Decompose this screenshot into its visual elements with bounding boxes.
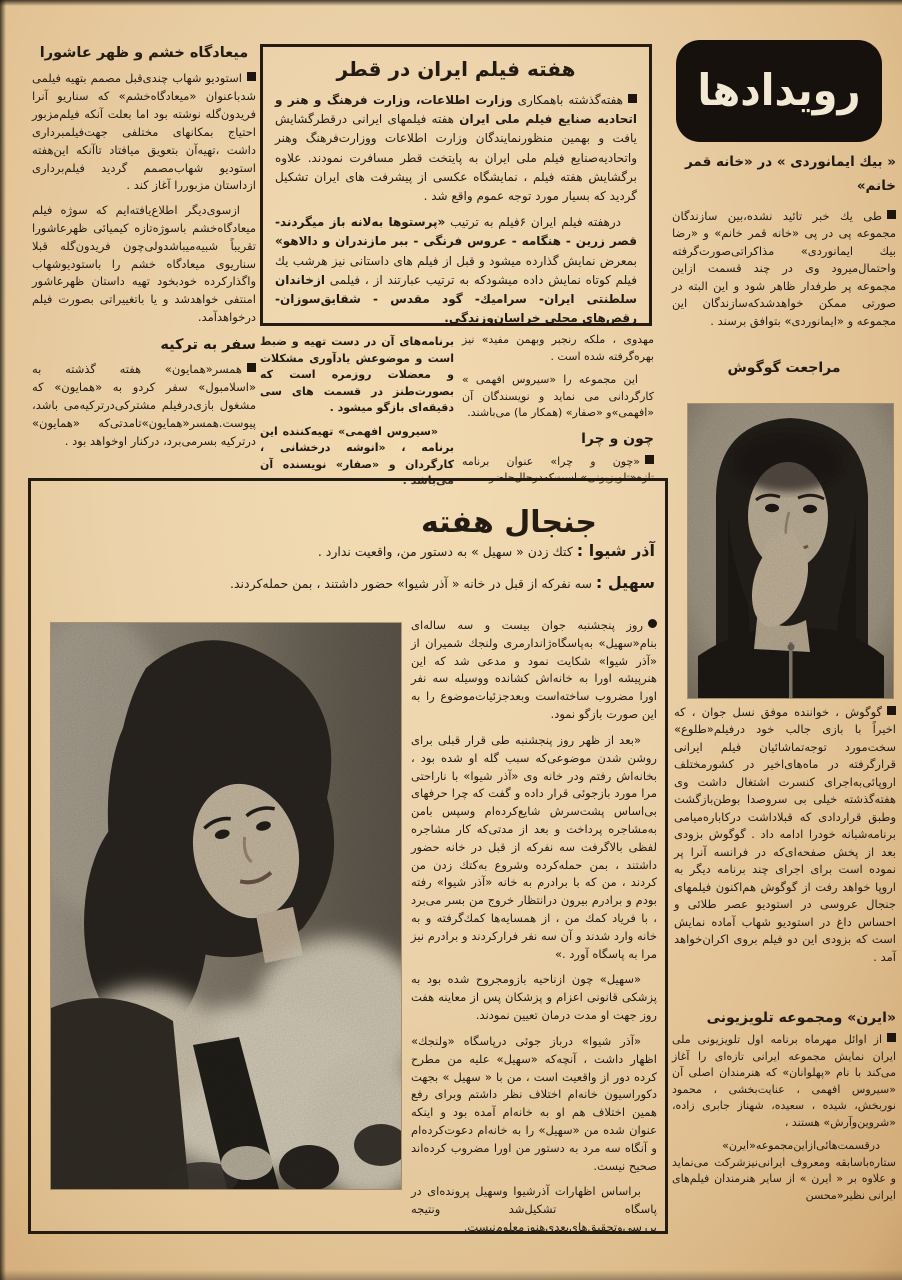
soheil-quote-line [39,571,655,595]
paragraph-marker-icon [648,619,657,628]
paragraph: گوگوش ، خواننده موفق نسل جوان ، که اخیراً با بازی جالب خود درفیلم«طلوع» سخت‌مورد توجه‌تماشائیان فیلم ایرانی قرارگرفته در ماه‌های‌اخیر در کشورمختلف اروپائی‌به‌اجرای کنسرت اشتغال داشت وی هفته‌گذشته خیلی بی سروصدا بوطن‌بازگشت وطبق قراردادی که قبلاداشت درکاباره‌میامی برنامه‌شبانه خودرا ادامه داد . گوگوش بزودی بعد از پخش صفحه‌ای‌که در فرانسه آنرا پر نموده است برای اجرای چند برنامه دیگر به اروپا خواهد رفت از گوگوش هم‌اکنون فیلمهای جنجال عروسی در استودیو عصر طلائی و احساس داغ در استودیو شهاب آماده نمایش است که بزودی این دو فیلم بروی اکران‌خواهد آمد . [674,705,896,964]
article-beik-imanverdi [672,150,896,199]
article-googoosh-return [672,360,896,376]
paragraph-marker-icon [628,94,637,103]
article-film-week-qatar [260,44,652,326]
googoosh-photo [688,404,893,698]
article-googoosh-body [674,704,896,973]
article-iren-body [672,1032,896,1211]
googoosh-photo-illustration [688,404,893,698]
azar-quote: کتك زدن « سهیل » به دستور من، واقعیت ندارد . [317,544,573,559]
article-title: مراجعت گوگوش [727,360,841,376]
article-body [275,91,637,328]
events-logo-text: رویدادها [697,66,861,116]
column-continuation-right [462,332,654,494]
paragraph: ازسوی‌دیگر اطلاع‌یافته‌ایم که سوژه فیلم میعادگاه‌خشم باسوژه‌تازه کیمیائی ظهرعاشورا تقریباً شبیه‌میباشدولی‌چون فریدون‌گله قبلا سناریوی میعادگاه خشم را باستودیوشهاب واگذارکرده خودبخود تهیه داستان ظهرعاشور امنتفی خواهدشد و یا باتغییراتی بصورت فیلم درخواهدآمد. [32,203,256,325]
article-title-travel: سفر به ترکیه [160,336,256,353]
page-edge-top [0,0,902,6]
paragraph-marker-icon [887,1033,896,1042]
paragraph-marker-icon [247,363,256,372]
paragraph: از اوائل مهرماه برنامه اول تلویزیونی ملی ایران نمایش مجموعه ایرانی تازه‌ای را آغاز می‌کند با نام «پهلوانان» که هنرمندان اصلی آن «سیروس افهمی ، عنایت‌بخشی ، محمود نوربخش، شیده ، سعیده، شهناز جابری زاده، «شروین‌وآرش» هستند ، [672,1033,896,1129]
paragraph: «چون و چرا» عنوان برنامه تازه«تلویزیونی» است‌که‌درحال‌حاضر [462,454,654,484]
paragraph: روز پنجشنبه جوان بیست و سه ساله‌ای بنام«سهیل» به‌پاسگاه‌ژاندارمری ولنجك شمیران از «آذر شیوا» شکایت نمود و مدعی شد که این هنرپیشه اورا به خانه‌اش کشانده ووسیله سه نفر اورا مضروب ساخته‌است وبعدجزئیات‌موضوع را به این صورت بازگو نمود. [411,618,657,722]
paragraph: مهدوی ، ملکه رنجبر وبهمن مفید» نیز بهره‌گرفته شده است . [462,333,654,363]
column-continuation-left [260,334,454,497]
paragraph: براساس اظهارات آذرشیوا وسهیل پرونده‌ای در پاسگاه تشکیل‌شد ونتیجه بررسی‌وتحقیق‌های‌بعدی‌هنوزمعلوم‌نیست. [411,1184,657,1234]
page-edge-left [0,0,6,1280]
paragraph: این مجموعه را «سیروس افهمی » کارگردانی می نماید و نویسندگان آن «افهمی»و «صفار» (همکار ما) می‌باشند. [462,373,654,419]
paragraph: «بعد از ظهر روز پنجشنبه طی قرار قبلی برای روشن شدن موضوعی‌که سبب گله او شده بود ، بخانه‌اش رفتم ودر خانه وی «آذر شیوا» با ناراحتی مرا مورد بازجوئی قرار داده و گفت که چرا حرفهای بی‌اساس پشت‌سرش شایع‌کرده‌ام وسپس بامن به‌مشاجره پرداخت و بعد از مدتی‌که کار مشاجره لفظی بالاگرفت سه نفرکه از قبل در خانه حضور داشتند ، بمن حمله‌کرده وشروع به‌کتك زدن من کردند ، من که با برادرم به خانه «آذر شیوا» رفته بودم و برادرم بیرون درانتظار خروج من بسر می‌برد ، با فریاد کمك من ، از همسایه‌ها کمك‌گرفته و به خانه وارد شدند و آن سه نفر فرارکردند و برادرم نیز مرا به پاسگاه آورد .» [411,732,657,961]
paragraph: درقسمت‌هائی‌ازاین‌مجموعه«ایرن» ستاره‌باسابقه ومعروف ایرانی‌نیزشرکت می‌نماید و علاوه بر « ایرن » از سایر هنرمندان فیلم‌های ایرانی نظیر«محسن [672,1139,896,1202]
paragraph-marker-icon [887,210,896,219]
scandal-article-body [411,617,657,1245]
paragraph-marker-icon [247,72,256,81]
article-title: میعادگاه خشم و ظهر عاشورا [39,45,249,61]
soheil-label: سهیل : [595,573,655,592]
scandal-headline: جنجال هفته [420,505,597,541]
paragraph: «آذر شیوا» درباز جوئی درپاسگاه «ولنجك» اظهار داشت ، آنچه‌که «سهیل» علیه من مطرح کرده دور از واقعیت است ، من با « سهیل » بجهت دکوراسیون خانه‌ام اختلاف نظر داشتم وبرای رفع همین اختلاف هم او به خانه‌ام آمده بود و اینکه عنوان شده من «سهیل» را به خانه‌ام دعوت‌کرده‌ام و آنگاه سه مرد به دستور من اورا مضروب کرده‌اند صحیح نیست. [411,1033,657,1173]
paragraph: همسر«همایون» هفته گذشته به «اسلامبول» سفر کردو به «همایون» که مشغول بازی‌درفیلم مشترکی‌درترکیه‌می باشد، پیوست.همسر«همایون»تامدتی‌که «همایون» درترکیه بسرمی‌برد، درکنار اوخواهد بود . [32,362,256,448]
paragraph-marker-icon [887,706,896,715]
paragraph: درهفته فیلم ایران ۶فیلم به ترتیب «پرستوها به‌لانه باز میگردند- قصر زرین - هنگامه - عروس فرنگی - ببر مازندران و دالاهو» بمعرض نمایش گذارده میشود و قبل از فیلم های داستانی نیز هرشب یك فیلم کوتاه نمایش داده میشودکه به ترتیب عبارتند از ، فیلمی ازخاندان سلطنتی ایران- سرامیك- گود مقدس - شقایق‌سوزان- رقص‌های محلی خراسان‌وزندگی. [275,215,637,326]
page-edge-bottom [0,1270,902,1280]
article-scandal-of-week [28,478,668,1234]
article-title: « بیك ایمانوردی » در «خانه قمر خانم» [685,154,896,195]
paragraph: استودیو شهاب چندی‌قبل مصمم بتهیه فیلمی شدباعنوان «میعادگاه‌خشم» که سناریو آنرا فریدون‌گله نوشته بود اما بعلت آنکه فیلم‌مزبور احتیاج بمکانهای مختلفی جهت‌فیلمبرداری داشت ،تهیه‌آن بتعویق میافتاد تاآنکه این‌هفته استودیو شهاب‌مصمم گردید فیلم‌برداری ازداستان مزبوررا آغاز کند . [32,71,256,193]
paragraph: طی یك خبر تائید نشده،بین سازندگان مجموعه پی در پی «خانه قمر خانم» و «رضا بیك ایمانوردی» مذاکراتی‌صورت‌گرفته واحتمال‌میرود وی در چند قسمت ازاین مجموعه پر طرفدار ظاهر شود و این البته در صورتی ممکن خواهدشدکه‌سازندگان این مجموعه و «ایمانوردی» بتوافق برسند . [672,209,896,328]
azar-shiva-photo-illustration [51,623,401,1189]
soheil-quote: سه نفرکه از قبل در خانه « آذر شیوا» حضور داشتند ، بمن حمله‌کردند. [230,576,592,591]
paragraph-marker-icon [645,455,654,464]
article-title-chon-o-chera: چون و چرا [581,430,654,447]
article-beik-body [672,208,896,337]
azar-label: آذر شیوا : [576,541,655,560]
article-meadgah-khashm [32,42,256,457]
paragraph: «سیروس افهمی» تهیه‌کننده این برنامه ، «انوشه درخشانی ، کارگردان و «صفار» نویسنده آن می‌باشد . [260,424,454,487]
paragraph: هفته‌گذشته باهمکاری وزارت اطلاعات، وزارت فرهنگ و هنر و اتحادیه صنایع فیلم ملی ایران هفته فیلمهای ایرانی درقطرگشایش یافت و بهمین منظورنمایندگان وزارت اطلاعات ووزارت‌فرهنگ وهنر واتحادیه‌صنایع فیلم ملی ایران به پایتخت قطر مسافرت نمودند. علاوه برگشایش هفته فیلم ، نمایشگاه عکسی از پیشرفت های ایران تشکیل گردید که بسیار مورد توجه عموم واقع شد . [275,93,637,203]
events-logo [678,42,880,140]
paragraph: «سهیل» چون ازناحیه بازومجروح شده بود به پزشکی قانونی اعزام و پزشکان پس از معاینه هفت روز جهت او مدت درمان تعیین نمودند. [411,972,657,1023]
article-title: هفته فیلم ایران در قطر [336,57,576,81]
article-iren-series [672,1006,896,1031]
azar-shiva-photo [51,623,401,1189]
azar-quote-line [39,539,655,563]
paragraph: برنامه‌های آن در دست تهیه و ضبط است و موضوعش یادآوری مشکلات و معضلات روزمره است که بصورت‌طنز در قسمت های سی دقیقه‌ای بازگو میشود . [260,335,454,414]
article-title: «ایرن» ومجموعه تلویزیونی [706,1010,896,1026]
